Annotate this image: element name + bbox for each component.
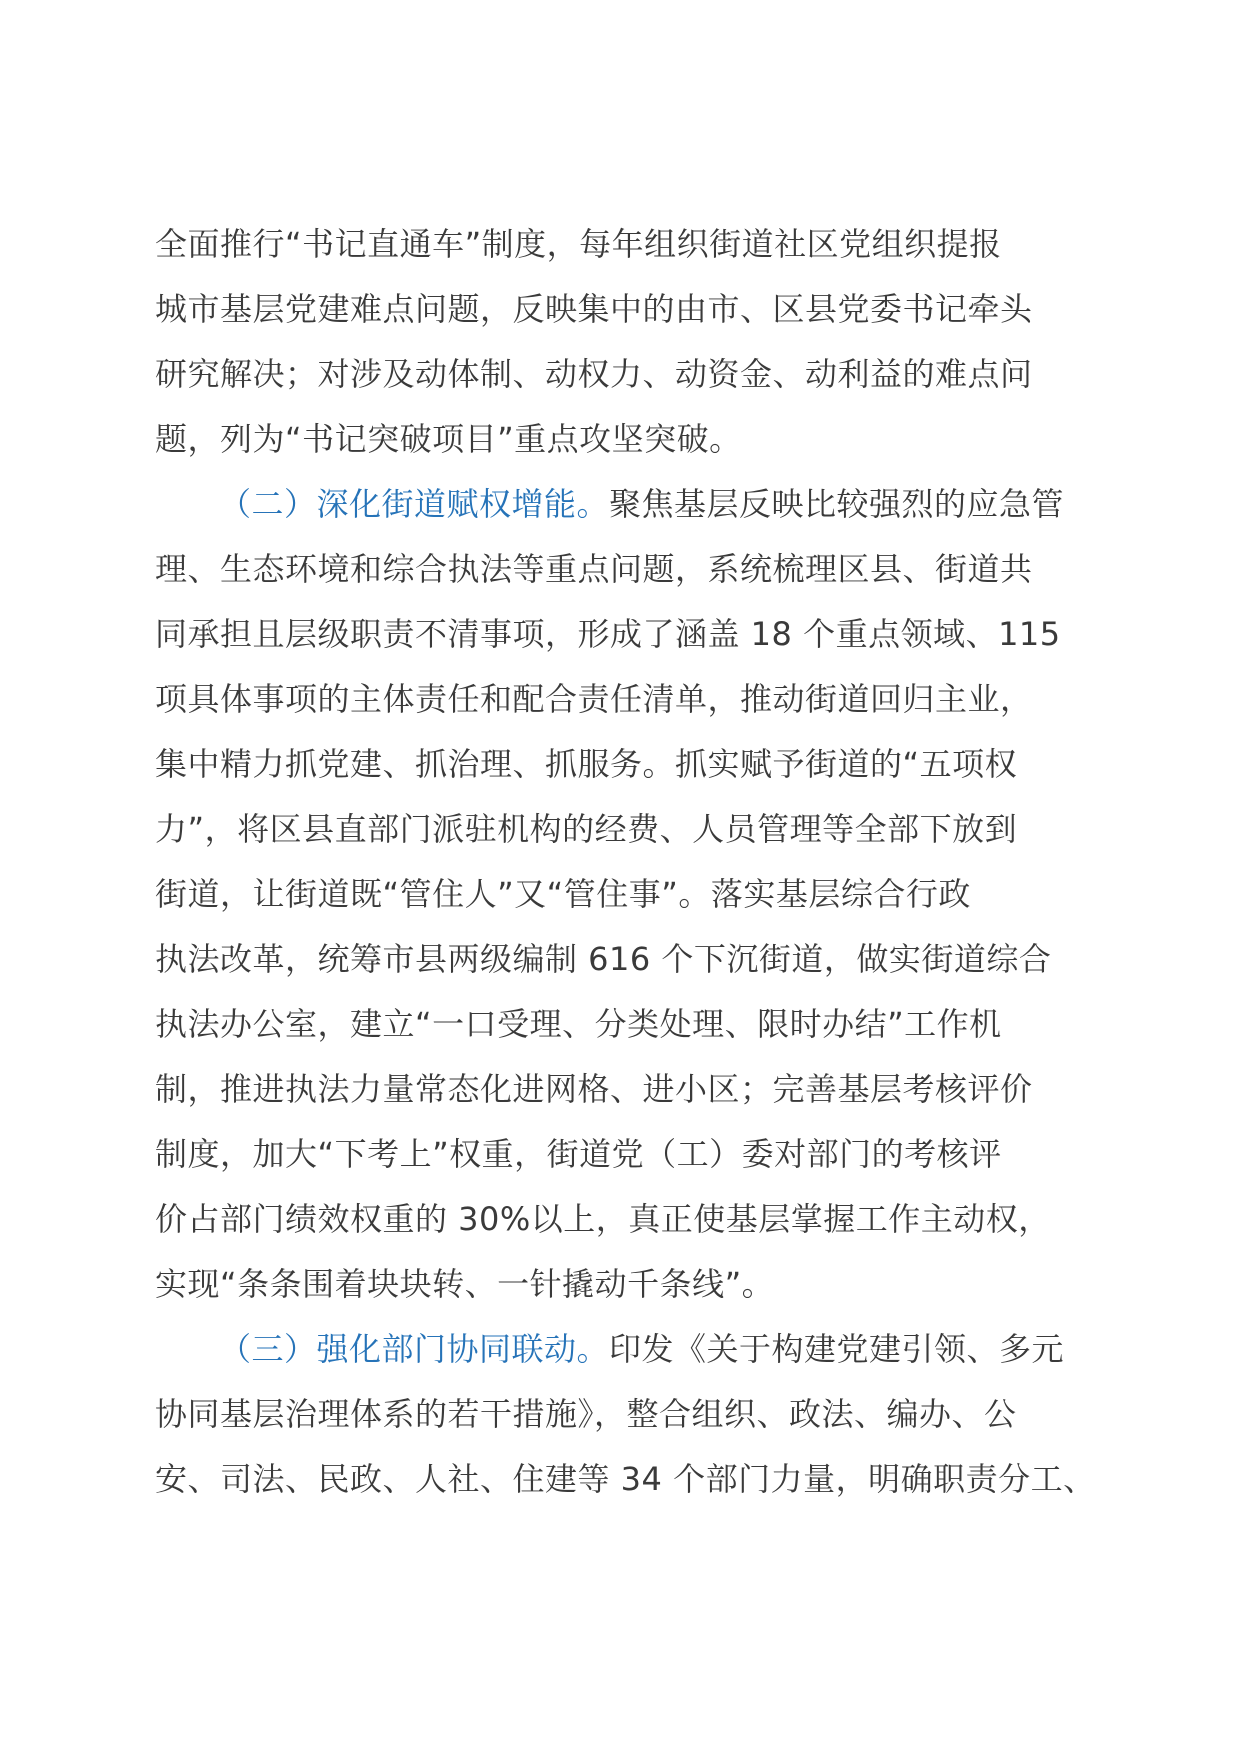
section-3-first-line [155, 1317, 1115, 1382]
paragraph-line: 力”，将区县直部门派驻机构的经费、人员管理等全部下放到 [155, 810, 1018, 848]
paragraph-line: 理、生态环境和综合执法等重点问题，系统梳理区县、街道共 [155, 550, 1033, 588]
section-2-first-line [155, 472, 1115, 537]
paragraph-line: 题，列为“书记突破项目”重点攻坚突破。 [155, 420, 742, 458]
paragraph-line: 协同基层治理体系的若干措施》，整合组织、政法、编办、公 [155, 1395, 1017, 1433]
document-body [155, 212, 1115, 1512]
section-3-first-line-text: 印发《关于构建党建引领、多元 [609, 1330, 1065, 1368]
paragraph-line: 价占部门绩效权重的 30%以上，真正使基层掌握工作主动权， [155, 1200, 1051, 1238]
section-2-first-line-text: 聚焦基层反映比较强烈的应急管 [609, 485, 1065, 523]
section-2-heading: （二）深化街道赋权增能。 [219, 485, 610, 523]
paragraph-line: 安、司法、民政、人社、住建等 34 个部门力量，明确职责分工、 [155, 1460, 1096, 1498]
paragraph-line: 执法办公室，建立“一口受理、分类处理、限时办结”工作机 [155, 1005, 1002, 1043]
section-3-heading: （三）强化部门协同联动。 [219, 1330, 610, 1368]
paragraph-line: 制，推进执法力量常态化进网格、进小区；完善基层考核评价 [155, 1070, 1033, 1108]
paragraph-line: 研究解决；对涉及动体制、动权力、动资金、动利益的难点问 [155, 355, 1033, 393]
paragraph-line: 街道，让街道既“管住人”又“管住事”。落实基层综合行政 [155, 875, 971, 913]
paragraph-line: 集中精力抓党建、抓治理、抓服务。抓实赋予街道的“五项权 [155, 745, 1018, 783]
paragraph-line: 制度，加大“下考上”权重，街道党（工）委对部门的考核评 [155, 1135, 1002, 1173]
paragraph-line: 实现“条条围着块块转、一针撬动千条线”。 [155, 1265, 775, 1303]
paragraph-line: 城市基层党建难点问题，反映集中的由市、区县党委书记牵头 [155, 290, 1033, 328]
paragraph-line: 同承担且层级职责不清事项，形成了涵盖 18 个重点领域、115 [155, 615, 1061, 653]
paragraph-line: 项具体事项的主体责任和配合责任清单，推动街道回归主业， [155, 680, 1033, 718]
paragraph-line: 全面推行“书记直通车”制度，每年组织街道社区党组织提报 [155, 225, 1002, 263]
paragraph-line: 执法改革，统筹市县两级编制 616 个下沉街道，做实街道综合 [155, 940, 1052, 978]
